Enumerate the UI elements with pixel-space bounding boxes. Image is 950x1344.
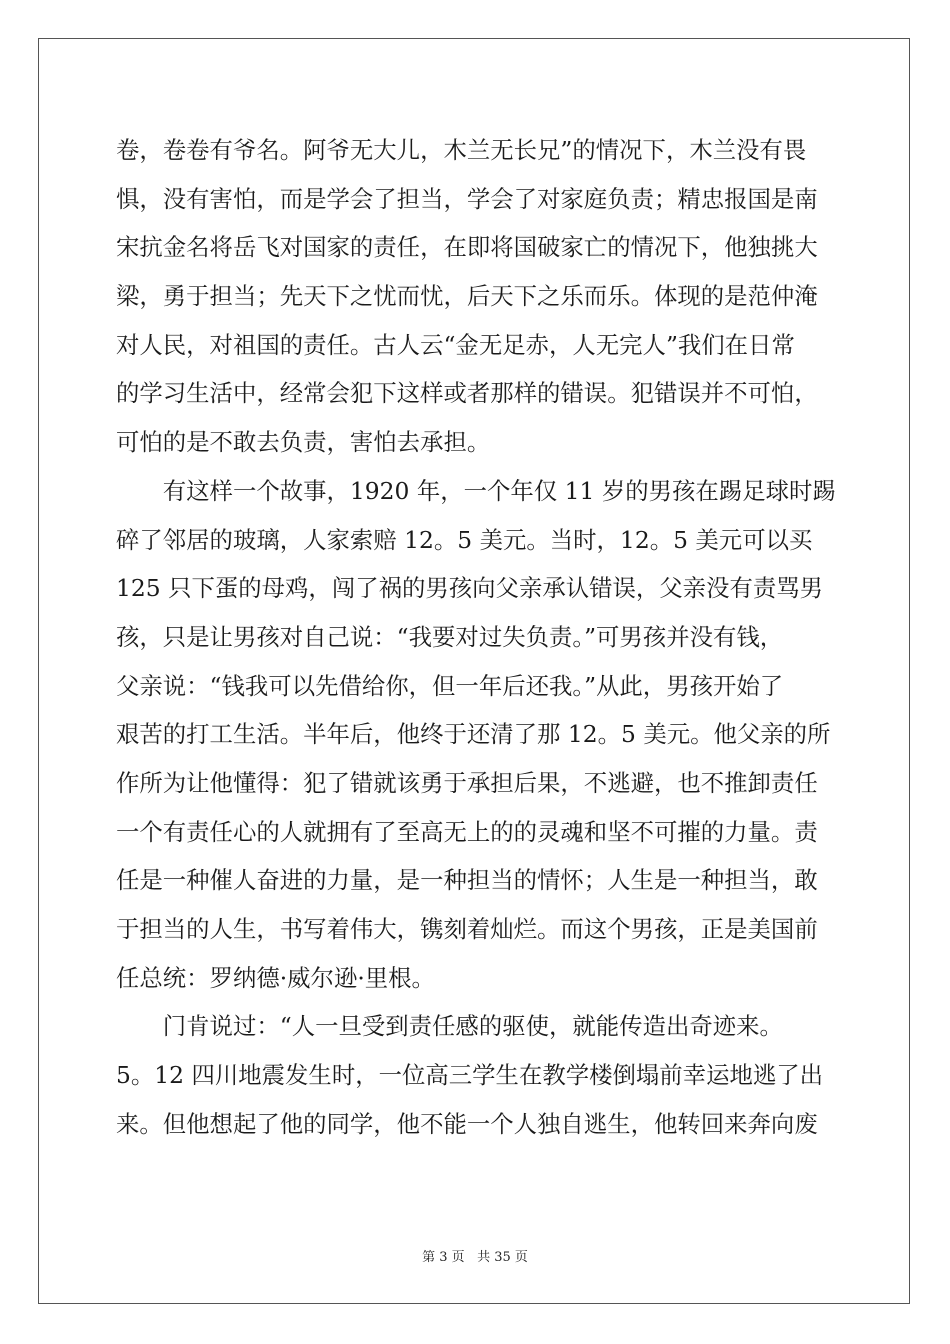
- page-footer: [0, 1246, 950, 1265]
- page-total: 共 35 页: [477, 1250, 528, 1265]
- text-line: 可怕的是不敢去负责，害怕去承担。: [116, 428, 491, 457]
- text-line: 一个有责任心的人就拥有了至高无上的的灵魂和坚不可摧的力量。责: [116, 817, 818, 846]
- text-line: 碎了邻居的玻璃，人家索赔 12。5 美元。当时，12。5 美元可以买: [116, 525, 813, 554]
- text-line: 惧，没有害怕，而是学会了担当，学会了对家庭负责；精忠报国是南: [116, 184, 818, 213]
- text-line: 5。12 四川地震发生时，一位高三学生在教学楼倒塌前幸运地逃了出: [116, 1061, 824, 1090]
- text-line: 125 只下蛋的母鸡，闯了祸的男孩向父亲承认错误，父亲没有责骂男: [116, 574, 824, 603]
- document-body: [116, 132, 836, 1154]
- text-line: 的学习生活中，经常会犯下这样或者那样的错误。犯错误并不可怕，: [116, 379, 818, 408]
- text-line: 来。但他想起了他的同学，他不能一个人独自逃生，他转回来奔向废: [116, 1109, 818, 1138]
- text-line: 任是一种催人奋进的力量，是一种担当的情怀；人生是一种担当，敢: [116, 866, 818, 895]
- text-line: 宋抗金名将岳飞对国家的责任，在即将国破家亡的情况下，他独挑大: [116, 233, 818, 262]
- text-line: 梁，勇于担当；先天下之忧而忧，后天下之乐而乐。体现的是范仲淹: [116, 282, 818, 311]
- text-line: 对人民，对祖国的责任。古人云“金无足赤，人无完人”我们在日常: [116, 330, 795, 359]
- text-line: 于担当的人生，书写着伟大，镌刻着灿烂。而这个男孩，正是美国前: [116, 915, 818, 943]
- text-line: 任总统：罗纳德·威尔逊·里根。: [116, 963, 435, 992]
- text-line: 作所为让他懂得：犯了错就该勇于承担后果，不逃避，也不推卸责任: [116, 768, 818, 797]
- text-line: 孩，只是让男孩对自己说：“我要对过失负责。”可男孩并没有钱，: [116, 622, 784, 651]
- page-number: 第 3 页: [422, 1250, 465, 1265]
- text-line: 有这样一个故事，1920 年，一个年仅 11 岁的男孩在踢足球时踢: [116, 476, 836, 505]
- text-line: 卷，卷卷有爷名。阿爷无大儿，木兰无长兄”的情况下，木兰没有畏: [116, 136, 807, 164]
- text-line: 父亲说：“钱我可以先借给你，但一年后还我。”从此，男孩开始了: [116, 671, 784, 700]
- text-line: 艰苦的打工生活。半年后，他终于还清了那 12。5 美元。他父亲的所: [116, 720, 831, 749]
- text-line: 门肯说过：“人一旦受到责任感的驱使，就能传造出奇迹来。: [116, 1012, 783, 1041]
